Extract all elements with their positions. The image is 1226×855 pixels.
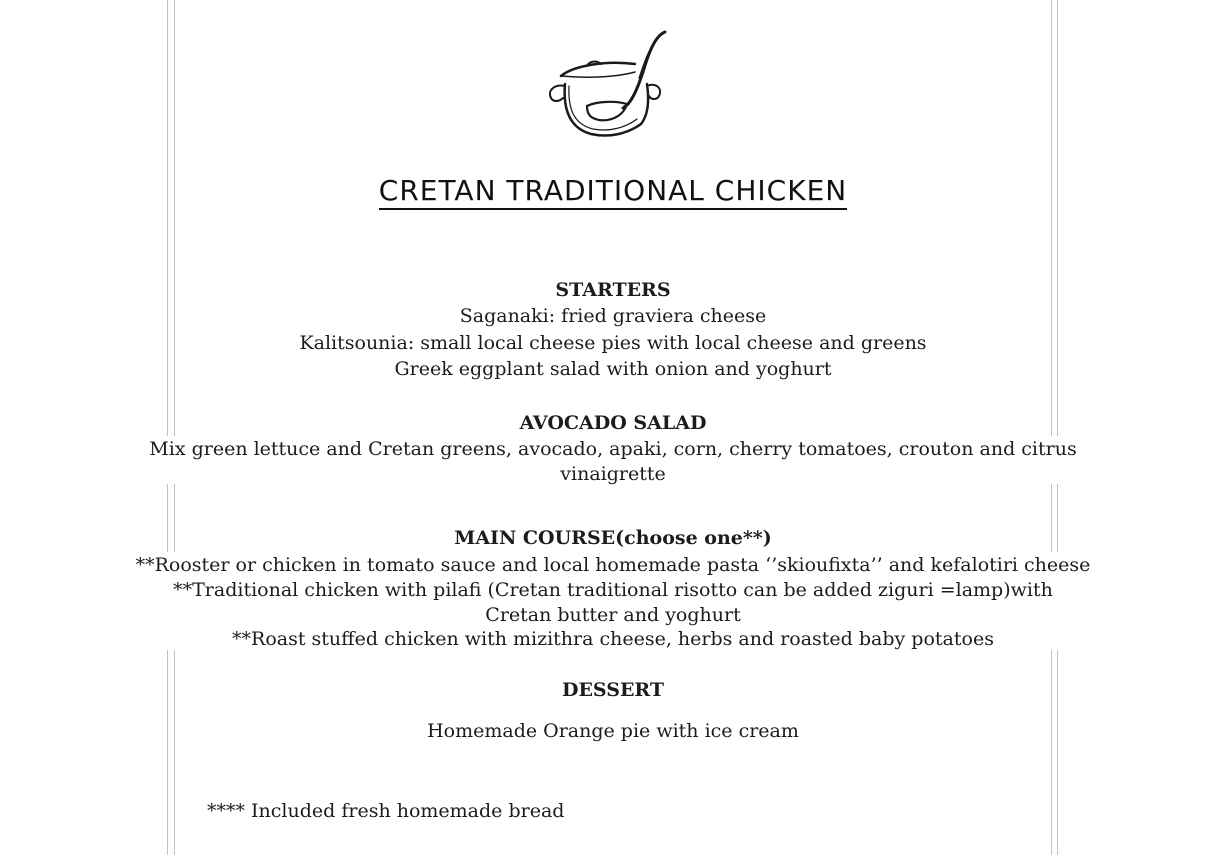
starters-item: Kalitsounia: small local cheese pies with local cheese and greens: [299, 332, 927, 354]
dessert-heading: DESSERT: [561, 679, 665, 701]
starters-heading: STARTERS: [555, 279, 671, 301]
starters-item: Saganaki: fried graviera cheese: [459, 305, 767, 327]
starters-item: Greek eggplant salad with onion and yoghurt: [394, 358, 832, 380]
menu-title: [0, 174, 1226, 207]
main-course-line: **Rooster or chicken in tomato sauce and local homemade pasta ‘’skioufixta’’ and kefalotiri cheese: [135, 554, 1091, 576]
bread-note: **** Included fresh homemade bread: [207, 800, 565, 822]
main-course-line: **Traditional chicken with pilafi (Cretan traditional risotto can be added ziguri =lamp)with: [173, 579, 1053, 601]
salad-description-line: Mix green lettuce and Cretan greens, avocado, apaki, corn, cherry tomatoes, crouton and citrus: [149, 438, 1077, 460]
dessert-item: Homemade Orange pie with ice cream: [427, 720, 799, 742]
main-course-line: **Roast stuffed chicken with mizithra cheese, herbs and roasted baby potatoes: [232, 628, 994, 650]
main-course-heading: MAIN COURSE(choose one**): [454, 527, 772, 549]
cooking-pot-with-ladle-icon: [543, 28, 667, 142]
menu-title-text: CRETAN TRADITIONAL CHICKEN: [379, 174, 847, 210]
main-course-line: Cretan butter and yoghurt: [485, 604, 741, 626]
salad-description-line: vinaigrette: [560, 463, 666, 485]
salad-heading: AVOCADO SALAD: [519, 412, 707, 434]
